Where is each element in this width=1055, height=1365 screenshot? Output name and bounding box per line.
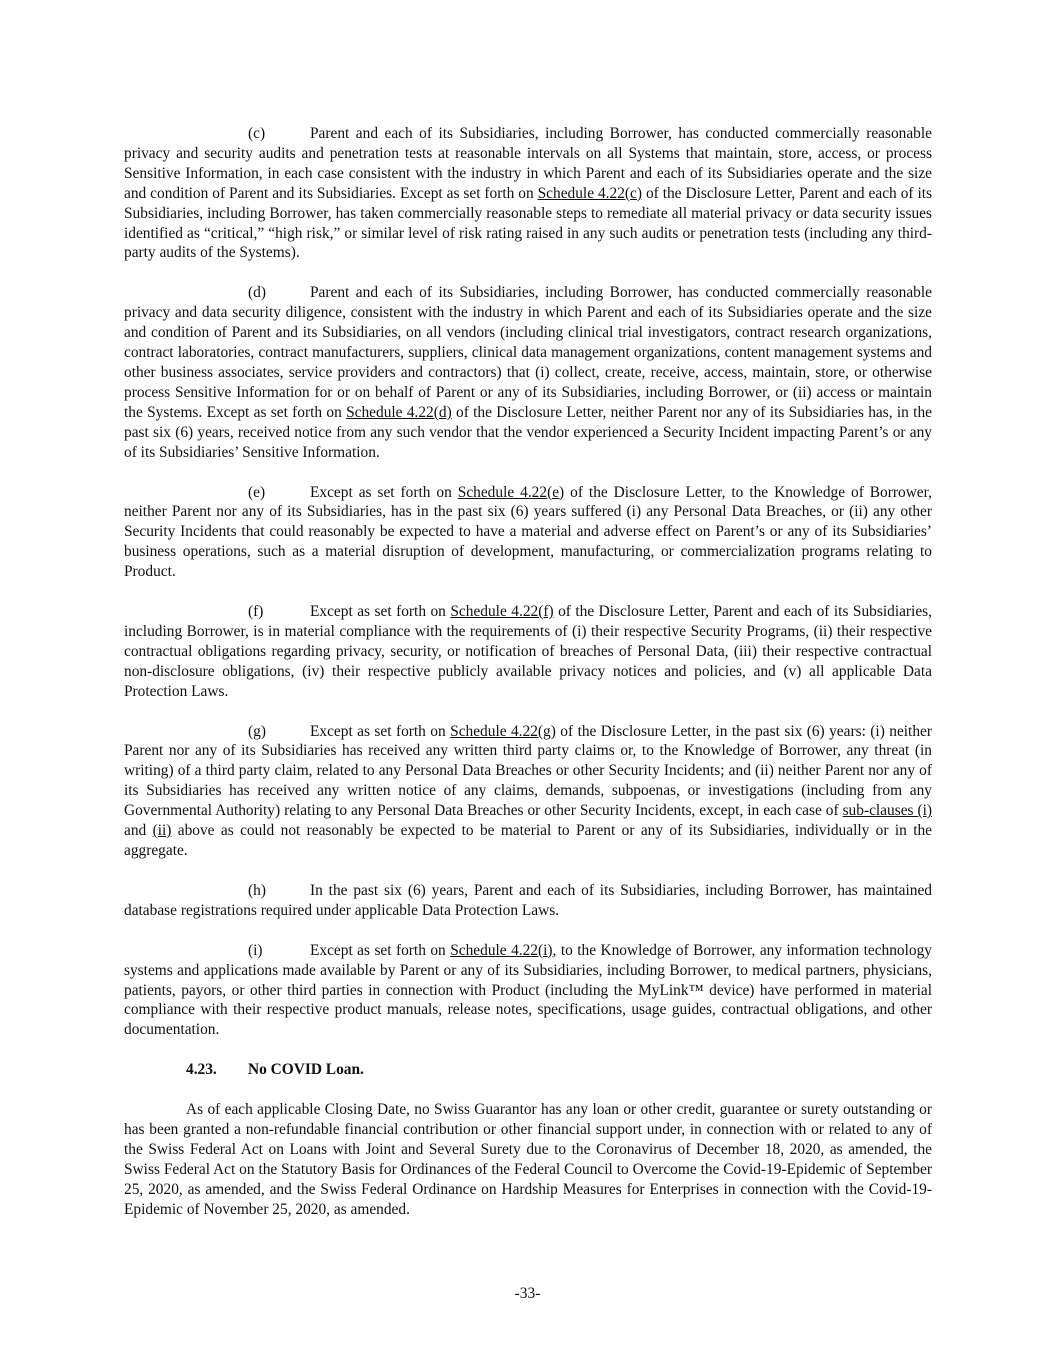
paragraph [124,722,932,861]
paragraph-text: and [124,822,153,840]
paragraph-text: of the Disclosure Letter, in the past six (6) years: (i) neither Parent nor any of its Subsidiaries has received any written third party claims or, to the Knowledge of Borrower, any threat (in writing) of a third party claim, related to any Personal Data Breaches or other Security Incidents; and (ii) neither Parent nor any of its Subsidiaries has received any written notice of any claims, demands, subpoenas, or investigations (including from any Governmental Authority) relating to any Personal Data Breaches or other Security Incidents, except, in each case of [124,722,932,820]
paragraph-text: of the Disclosure Letter, neither Parent nor any of its Subsidiaries has, in the past six (6) years, received notice from any such vendor that the vendor experienced a Security Incident impacting Parent’s or any of its Subsidiaries’ Sensitive Information. [124,403,932,461]
paragraph [124,941,932,1041]
paragraph-label: (d) [248,284,266,302]
paragraph-label: (h) [248,881,266,899]
paragraph-text: of the Disclosure Letter, Parent and each of its Subsidiaries, including Borrower, has taken commercially reasonable steps to remediate all material privacy or data security issues identified as “critical,” “high risk,” or similar level of risk rating raised in any such audits or penetration tests (including any third-party audits of the Systems). [124,184,932,262]
paragraph-label: (i) [248,941,263,959]
paragraph-text: , to the Knowledge of Borrower, any information technology systems and applications made available by Parent or any of its Subsidiaries, including Borrower, to medical partners, physicians, patients, payors, or other third parties in connection with Product (including the MyLink™ device) have performed in material compliance with their respective product manuals, release notes, specifications, usage guides, contractual obligations, and other documentation. [124,941,932,1039]
page-number: -33- [514,1285,541,1302]
paragraph-label: (c) [248,125,266,142]
paragraph-text: Except as set forth on [310,941,451,959]
cross-reference: (ii) [152,822,172,840]
paragraph-label: (g) [248,722,266,740]
paragraph [124,602,932,702]
paragraph [124,483,932,583]
cross-reference: sub-clauses (i) [842,802,932,820]
section-body: As of each applicable Closing Date, no Swiss Guarantor has any loan or other credit, guarantee or surety outstanding or has been granted a non-refundable financial contribution or other financial support under, in connection with or related to any of the Swiss Federal Act on Loans with Joint and Several Surety due to the Coronavirus of December 18, 2020, as amended, the Swiss Federal Act on the Statutory Basis for Ordinances of the Federal Council to Overcome the Covid-19-Epidemic of September 25, 2020, as amended, and the Swiss Federal Ordinance on Hardship Measures for Enterprises in connection with the Covid-19-Epidemic of November 25, 2020, as amended. [124,1101,932,1218]
cross-reference: Schedule 4.22(d) [346,403,452,421]
document-page [124,124,932,1240]
paragraph-text: Except as set forth on [310,603,451,621]
paragraph-text: of the Disclosure Letter, to the Knowledge of Borrower, neither Parent nor any of its Subsidiaries, has in the past six (6) years suffered (i) any Personal Data Breaches, or (ii) any other Security Incidents that could reasonably be expected to have a material and adverse effect on Parent’s or any of its Subsidiaries’ business operations, such as a material disruption of development, manufacturing, or commercialization programs relating to Product. [124,483,932,581]
paragraph-text: Except as set forth on [310,722,451,740]
cross-reference: Schedule 4.22(e) [457,483,565,501]
paragraph-text: In the past six (6) years, Parent and each of its Subsidiaries, including Borrower, has maintained database registrations required under applicable Data Protection Laws. [124,881,932,919]
paragraph [124,124,932,263]
paragraph [124,283,932,462]
paragraph-text: Parent and each of its Subsidiaries, including Borrower, has conducted commercially reasonable privacy and data security diligence, consistent with the industry in which Parent and each of its Subsidiaries operate and the size and condition of Parent and its Subsidiaries, on all vendors (including clinical trial investigators, contract research organizations, contract laboratories, contract manufacturers, suppliers, clinical data management organizations, content management systems and other business associates, service providers and contractors) that (i) collect, create, receive, access, maintain, store, or otherwise process Sensitive Information for or on behalf of Parent or any of its Subsidiaries, including Borrower, or (ii) access or maintain the Systems. Except as set forth on [124,284,932,421]
section-heading [186,1060,932,1080]
section-4-22-paragraphs [124,124,932,1040]
cross-reference: Schedule 4.22(f) [450,603,554,621]
cross-reference: Schedule 4.22(i) [450,941,553,959]
section-number: 4.23. [186,1061,217,1079]
paragraph-label: (f) [248,603,264,621]
cross-reference: Schedule 4.22(c) [537,184,642,202]
cross-reference: Schedule 4.22(g) [450,722,556,740]
paragraph-text: Parent and each of its Subsidiaries, including Borrower, has conducted commercially reasonable privacy and security audits and penetration tests at reasonable intervals on all Systems that maintain, store, access, or process Sensitive Information, in each case consistent with the industry in which Parent and each of its Subsidiaries operate and the size and condition of Parent and its Subsidiaries. Except as set forth on [124,125,932,202]
paragraph [124,881,932,921]
section-title: No COVID Loan. [248,1061,364,1079]
paragraph-text: of the Disclosure Letter, Parent and each of its Subsidiaries, including Borrower, is in material compliance with the requirements of (i) their respective Security Programs, (ii) their respective contractual obligations regarding privacy, security, or notification of breaches of Personal Data, (iii) their respective contractual non-disclosure obligations, (iv) their respective publicly available privacy notices and policies, and (v) all applicable Data Protection Laws. [124,603,933,700]
paragraph-text: Except as set forth on [310,483,458,501]
paragraph-text: above as could not reasonably be expected to be material to Parent or any of its Subsidiaries, individually or in the aggregate. [124,822,933,859]
paragraph-label: (e) [248,483,266,501]
